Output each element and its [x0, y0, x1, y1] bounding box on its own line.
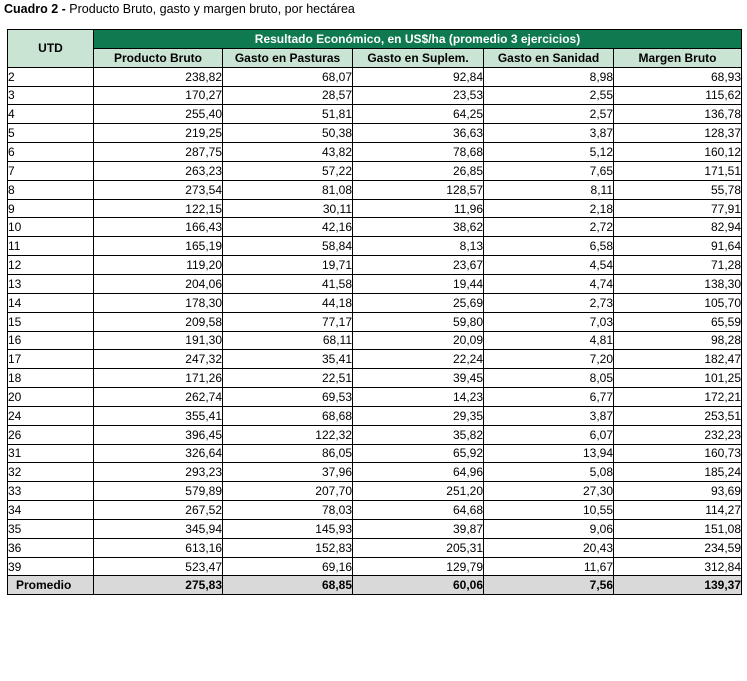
cell-gasto-pasturas: 19,71	[223, 256, 353, 275]
cell-gasto-pasturas: 58,84	[223, 237, 353, 256]
average-row	[8, 576, 742, 595]
cell-margen-bruto: 91,64	[614, 237, 742, 256]
cell-gasto-pasturas: 37,96	[223, 463, 353, 482]
cell-producto-bruto: 262,74	[94, 388, 223, 407]
cell-utd: 3	[8, 86, 94, 105]
cell-utd: 15	[8, 312, 94, 331]
cell-gasto-pasturas: 43,82	[223, 143, 353, 162]
cell-gasto-pasturas: 50,38	[223, 124, 353, 143]
cell-gasto-pasturas: 152,83	[223, 538, 353, 557]
cell-gasto-pasturas: 86,05	[223, 444, 353, 463]
cell-utd: 4	[8, 105, 94, 124]
cell-utd: 16	[8, 331, 94, 350]
cell-utd: 26	[8, 425, 94, 444]
cell-utd: 24	[8, 406, 94, 425]
cell-producto-bruto: 293,23	[94, 463, 223, 482]
cell-utd: 32	[8, 463, 94, 482]
group-header: Resultado Económico, en US$/ha (promedio 3 ejercicios)	[94, 30, 742, 49]
cell-margen-bruto: 71,28	[614, 256, 742, 275]
cell-gasto-sanidad: 2,73	[484, 293, 614, 312]
cell-gasto-sanidad: 8,05	[484, 369, 614, 388]
cell-margen-bruto: 98,28	[614, 331, 742, 350]
cell-margen-bruto: 160,73	[614, 444, 742, 463]
cell-utd: 5	[8, 124, 94, 143]
cell-gasto-suplem: 65,92	[353, 444, 484, 463]
cell-margen-bruto: 151,08	[614, 519, 742, 538]
cell-gasto-pasturas: 68,07	[223, 67, 353, 86]
cell-gasto-pasturas: 78,03	[223, 501, 353, 520]
cell-utd: 10	[8, 218, 94, 237]
cell-producto-bruto: 613,16	[94, 538, 223, 557]
table-caption	[4, 2, 355, 16]
cell-gasto-sanidad: 8,11	[484, 180, 614, 199]
cell-gasto-suplem: 39,87	[353, 519, 484, 538]
table-body	[8, 67, 742, 576]
cell-gasto-sanidad: 10,55	[484, 501, 614, 520]
cell-margen-bruto: 68,93	[614, 67, 742, 86]
cell-margen-bruto: 253,51	[614, 406, 742, 425]
average-gasto-sanidad: 7,56	[484, 576, 614, 595]
cell-gasto-pasturas: 42,16	[223, 218, 353, 237]
results-table	[7, 29, 742, 595]
cell-gasto-suplem: 205,31	[353, 538, 484, 557]
cell-producto-bruto: 219,25	[94, 124, 223, 143]
average-label: Promedio	[8, 576, 94, 595]
cell-margen-bruto: 312,84	[614, 557, 742, 576]
table-row	[8, 143, 742, 162]
cell-gasto-pasturas: 81,08	[223, 180, 353, 199]
table-row	[8, 199, 742, 218]
table-row	[8, 312, 742, 331]
cell-producto-bruto: 579,89	[94, 482, 223, 501]
cell-producto-bruto: 191,30	[94, 331, 223, 350]
average-margen-bruto: 139,37	[614, 576, 742, 595]
cell-gasto-pasturas: 77,17	[223, 312, 353, 331]
cell-gasto-suplem: 128,57	[353, 180, 484, 199]
cell-utd: 2	[8, 67, 94, 86]
table-row	[8, 482, 742, 501]
cell-gasto-suplem: 64,25	[353, 105, 484, 124]
cell-utd: 20	[8, 388, 94, 407]
cell-gasto-suplem: 20,09	[353, 331, 484, 350]
cell-producto-bruto: 171,26	[94, 369, 223, 388]
cell-gasto-suplem: 64,68	[353, 501, 484, 520]
cell-margen-bruto: 114,27	[614, 501, 742, 520]
cell-producto-bruto: 209,58	[94, 312, 223, 331]
col-header-margen-bruto: Margen Bruto	[614, 48, 742, 67]
cell-producto-bruto: 326,64	[94, 444, 223, 463]
cell-gasto-sanidad: 7,20	[484, 350, 614, 369]
table-row	[8, 538, 742, 557]
cell-gasto-suplem: 36,63	[353, 124, 484, 143]
cell-gasto-pasturas: 68,11	[223, 331, 353, 350]
table-row	[8, 350, 742, 369]
cell-producto-bruto: 273,54	[94, 180, 223, 199]
cell-margen-bruto: 138,30	[614, 274, 742, 293]
cell-producto-bruto: 523,47	[94, 557, 223, 576]
table-row	[8, 105, 742, 124]
cell-gasto-suplem: 39,45	[353, 369, 484, 388]
cell-margen-bruto: 93,69	[614, 482, 742, 501]
cell-gasto-pasturas: 35,41	[223, 350, 353, 369]
cell-gasto-sanidad: 5,08	[484, 463, 614, 482]
cell-gasto-suplem: 25,69	[353, 293, 484, 312]
cell-gasto-sanidad: 9,06	[484, 519, 614, 538]
cell-gasto-pasturas: 22,51	[223, 369, 353, 388]
table-row	[8, 519, 742, 538]
cell-utd: 18	[8, 369, 94, 388]
table-row	[8, 388, 742, 407]
table-row	[8, 67, 742, 86]
cell-gasto-suplem: 19,44	[353, 274, 484, 293]
cell-margen-bruto: 115,62	[614, 86, 742, 105]
cell-gasto-suplem: 8,13	[353, 237, 484, 256]
cell-gasto-pasturas: 44,18	[223, 293, 353, 312]
table-row	[8, 501, 742, 520]
cell-gasto-sanidad: 2,57	[484, 105, 614, 124]
table-row	[8, 463, 742, 482]
cell-producto-bruto: 178,30	[94, 293, 223, 312]
average-gasto-pasturas: 68,85	[223, 576, 353, 595]
cell-gasto-sanidad: 20,43	[484, 538, 614, 557]
cell-utd: 7	[8, 161, 94, 180]
cell-gasto-pasturas: 41,58	[223, 274, 353, 293]
cell-utd: 14	[8, 293, 94, 312]
cell-utd: 6	[8, 143, 94, 162]
table-row	[8, 369, 742, 388]
cell-gasto-sanidad: 6,07	[484, 425, 614, 444]
cell-gasto-sanidad: 7,65	[484, 161, 614, 180]
average-producto-bruto: 275,83	[94, 576, 223, 595]
cell-utd: 12	[8, 256, 94, 275]
col-header-gasto-suplem: Gasto en Suplem.	[353, 48, 484, 67]
cell-margen-bruto: 182,47	[614, 350, 742, 369]
cell-gasto-pasturas: 30,11	[223, 199, 353, 218]
table-row	[8, 406, 742, 425]
cell-gasto-suplem: 23,53	[353, 86, 484, 105]
cell-gasto-sanidad: 4,54	[484, 256, 614, 275]
cell-producto-bruto: 165,19	[94, 237, 223, 256]
cell-utd: 11	[8, 237, 94, 256]
cell-gasto-sanidad: 3,87	[484, 406, 614, 425]
cell-gasto-sanidad: 6,58	[484, 237, 614, 256]
cell-producto-bruto: 170,27	[94, 86, 223, 105]
cell-gasto-suplem: 92,84	[353, 67, 484, 86]
cell-gasto-suplem: 64,96	[353, 463, 484, 482]
cell-margen-bruto: 172,21	[614, 388, 742, 407]
cell-gasto-suplem: 22,24	[353, 350, 484, 369]
table-row	[8, 86, 742, 105]
cell-gasto-sanidad: 2,72	[484, 218, 614, 237]
cell-gasto-pasturas: 51,81	[223, 105, 353, 124]
cell-producto-bruto: 166,43	[94, 218, 223, 237]
cell-gasto-sanidad: 4,74	[484, 274, 614, 293]
average-gasto-suplem: 60,06	[353, 576, 484, 595]
cell-gasto-pasturas: 207,70	[223, 482, 353, 501]
cell-gasto-pasturas: 122,32	[223, 425, 353, 444]
cell-producto-bruto: 204,06	[94, 274, 223, 293]
cell-margen-bruto: 234,59	[614, 538, 742, 557]
cell-gasto-pasturas: 28,57	[223, 86, 353, 105]
table-row	[8, 180, 742, 199]
cell-margen-bruto: 136,78	[614, 105, 742, 124]
table-row	[8, 218, 742, 237]
col-header-gasto-sanidad: Gasto en Sanidad	[484, 48, 614, 67]
cell-gasto-suplem: 251,20	[353, 482, 484, 501]
cell-margen-bruto: 105,70	[614, 293, 742, 312]
cell-gasto-pasturas: 69,16	[223, 557, 353, 576]
cell-gasto-suplem: 23,67	[353, 256, 484, 275]
cell-producto-bruto: 122,15	[94, 199, 223, 218]
table-row	[8, 331, 742, 350]
cell-gasto-pasturas: 145,93	[223, 519, 353, 538]
cell-utd: 33	[8, 482, 94, 501]
cell-margen-bruto: 185,24	[614, 463, 742, 482]
cell-margen-bruto: 232,23	[614, 425, 742, 444]
table-row	[8, 557, 742, 576]
cell-gasto-suplem: 26,85	[353, 161, 484, 180]
cell-gasto-sanidad: 5,12	[484, 143, 614, 162]
table-row	[8, 161, 742, 180]
cell-utd: 8	[8, 180, 94, 199]
cell-gasto-sanidad: 13,94	[484, 444, 614, 463]
table-row	[8, 237, 742, 256]
cell-gasto-suplem: 129,79	[353, 557, 484, 576]
utd-header: UTD	[8, 30, 94, 68]
cell-gasto-suplem: 78,68	[353, 143, 484, 162]
cell-gasto-sanidad: 4,81	[484, 331, 614, 350]
cell-producto-bruto: 247,32	[94, 350, 223, 369]
cell-margen-bruto: 55,78	[614, 180, 742, 199]
table-row	[8, 444, 742, 463]
cell-utd: 17	[8, 350, 94, 369]
col-header-gasto-pasturas: Gasto en Pasturas	[223, 48, 353, 67]
cell-gasto-sanidad: 11,67	[484, 557, 614, 576]
cell-gasto-sanidad: 2,55	[484, 86, 614, 105]
cell-producto-bruto: 238,82	[94, 67, 223, 86]
table-row	[8, 256, 742, 275]
table-row	[8, 293, 742, 312]
cell-utd: 9	[8, 199, 94, 218]
cell-gasto-pasturas: 69,53	[223, 388, 353, 407]
cell-gasto-suplem: 14,23	[353, 388, 484, 407]
cell-gasto-suplem: 59,80	[353, 312, 484, 331]
cell-margen-bruto: 128,37	[614, 124, 742, 143]
cell-utd: 35	[8, 519, 94, 538]
cell-gasto-sanidad: 7,03	[484, 312, 614, 331]
cell-producto-bruto: 345,94	[94, 519, 223, 538]
cell-utd: 39	[8, 557, 94, 576]
cell-margen-bruto: 82,94	[614, 218, 742, 237]
cell-gasto-pasturas: 57,22	[223, 161, 353, 180]
cell-gasto-suplem: 29,35	[353, 406, 484, 425]
cell-margen-bruto: 160,12	[614, 143, 742, 162]
table-row	[8, 274, 742, 293]
cell-utd: 36	[8, 538, 94, 557]
cell-gasto-sanidad: 8,98	[484, 67, 614, 86]
cell-margen-bruto: 77,91	[614, 199, 742, 218]
cell-gasto-suplem: 35,82	[353, 425, 484, 444]
cell-gasto-sanidad: 6,77	[484, 388, 614, 407]
caption-text: Producto Bruto, gasto y margen bruto, por hectárea	[65, 2, 355, 16]
cell-gasto-suplem: 11,96	[353, 199, 484, 218]
cell-gasto-pasturas: 68,68	[223, 406, 353, 425]
cell-producto-bruto: 355,41	[94, 406, 223, 425]
cell-producto-bruto: 267,52	[94, 501, 223, 520]
cell-producto-bruto: 396,45	[94, 425, 223, 444]
cell-gasto-suplem: 38,62	[353, 218, 484, 237]
table-row	[8, 425, 742, 444]
cell-margen-bruto: 65,59	[614, 312, 742, 331]
cell-producto-bruto: 255,40	[94, 105, 223, 124]
table-row	[8, 124, 742, 143]
cell-margen-bruto: 171,51	[614, 161, 742, 180]
cell-producto-bruto: 263,23	[94, 161, 223, 180]
cell-utd: 34	[8, 501, 94, 520]
caption-prefix: Cuadro 2 -	[4, 2, 66, 16]
cell-producto-bruto: 287,75	[94, 143, 223, 162]
cell-utd: 31	[8, 444, 94, 463]
cell-margen-bruto: 101,25	[614, 369, 742, 388]
cell-utd: 13	[8, 274, 94, 293]
cell-gasto-sanidad: 27,30	[484, 482, 614, 501]
cell-gasto-sanidad: 3,87	[484, 124, 614, 143]
col-header-producto-bruto: Producto Bruto	[94, 48, 223, 67]
cell-gasto-sanidad: 2,18	[484, 199, 614, 218]
cell-producto-bruto: 119,20	[94, 256, 223, 275]
